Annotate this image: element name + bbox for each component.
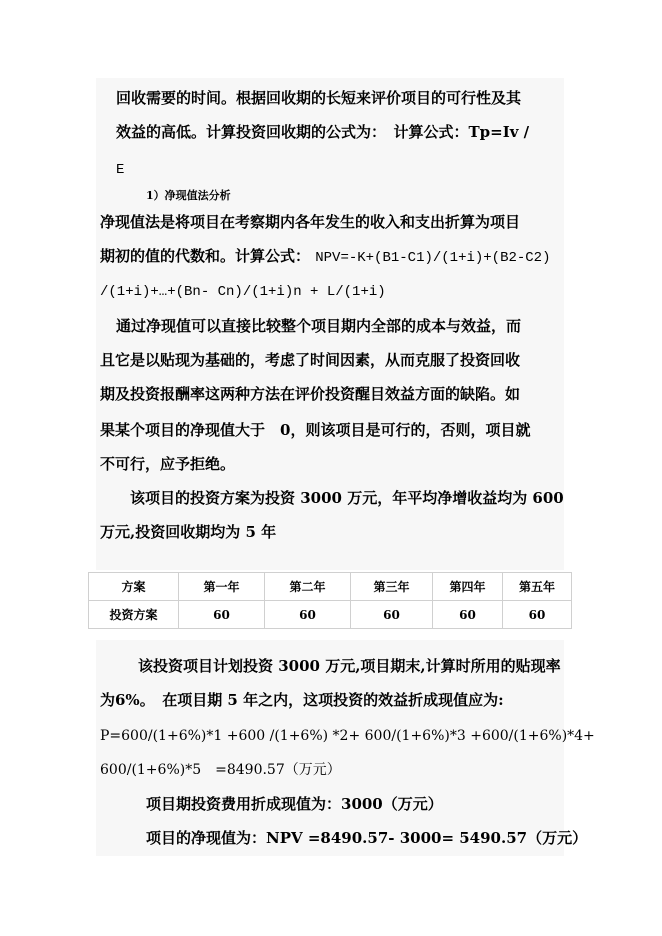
npv-formula-part-2: /(1+i)+…+(Bn- Cn)/(1+i)n + L/(1+i) (100, 284, 386, 300)
npv-line-1: 净现值法是将项目在考察期内各年发生的收入和支出折算为项目 (100, 213, 521, 231)
table-header-row (89, 573, 572, 601)
table-cell: 60 (351, 601, 433, 629)
npv-explain-line-2: 且它是以贴现为基础的，考虑了时间因素，从而克服了投资回收 (100, 351, 521, 369)
calc-line-2: 为6%。 在项目期 5 年之内，这项投资的效益折成现值应为: (100, 691, 504, 709)
npv-explain-line-4: 果某个项目的净现值大于 0，则该项目是可行的，否则，项目就 (100, 421, 531, 439)
plan-line-2: 万元,投资回收期均为 5 年 (100, 523, 277, 541)
calc-line-1: 该投资项目计划投资 3000 万元,项目期末,计算时所用的贴现率 (138, 657, 561, 675)
table-header-cell: 第一年 (179, 573, 265, 601)
calc-npv-line: 项目的净现值为：NPV =8490.57- 3000= 5490.57（万元） (146, 829, 588, 847)
npv-formula-part-1: NPV=-K+(B1-C1)/(1+i)+(B2-C2) (315, 250, 551, 266)
calc-cost-line: 项目期投资费用折成现值为：3000（万元） (146, 795, 443, 813)
npv-formula-label: 期初的值的代数和。计算公式： (100, 247, 311, 265)
paragraph-line-1: 回收需要的时间。根据回收期的长短来评价项目的可行性及其 (116, 89, 522, 107)
investment-table (88, 572, 572, 629)
formula-intro-text: 效益的高低。计算投资回收期的公式为： 计算公式：Tp=Iv / (116, 123, 530, 141)
plan-line-1: 该项目的投资方案为投资 3000 万元，年平均净增收益均为 600 (130, 489, 564, 507)
calc-formula-line-1: P=600/(1+6%)*1 +600 /(1+6%) *2+ 600/(1+6%)*3 +600/(1+6%)*4+ (100, 728, 595, 744)
section-heading: 1）净现值法分析 (146, 189, 231, 202)
npv-explain-line-1: 通过净现值可以直接比较整个项目期内全部的成本与效益，而 (116, 317, 522, 335)
npv-explain-line-5: 不可行，应予拒绝。 (100, 455, 236, 473)
table-header-cell: 方案 (89, 573, 179, 601)
table-cell: 60 (265, 601, 351, 629)
paragraph-line-3: E (116, 162, 125, 178)
table-header-cell: 第五年 (503, 573, 572, 601)
table-row (89, 601, 572, 629)
table-header-cell: 第四年 (433, 573, 503, 601)
table-cell: 60 (433, 601, 503, 629)
table-cell: 投资方案 (89, 601, 179, 629)
table-header-cell: 第三年 (351, 573, 433, 601)
paragraph-line-2 (116, 122, 529, 142)
calc-formula-line-2: 600/(1+6%)*5 =8490.57（万元） (100, 762, 341, 778)
table-header-cell: 第二年 (265, 573, 351, 601)
npv-explain-line-3: 期及投资报酬率这两种方法在评价投资醒目效益方面的缺陷。如 (100, 385, 521, 403)
table-cell: 60 (179, 601, 265, 629)
table-cell: 60 (503, 601, 572, 629)
npv-line-2 (100, 246, 551, 268)
